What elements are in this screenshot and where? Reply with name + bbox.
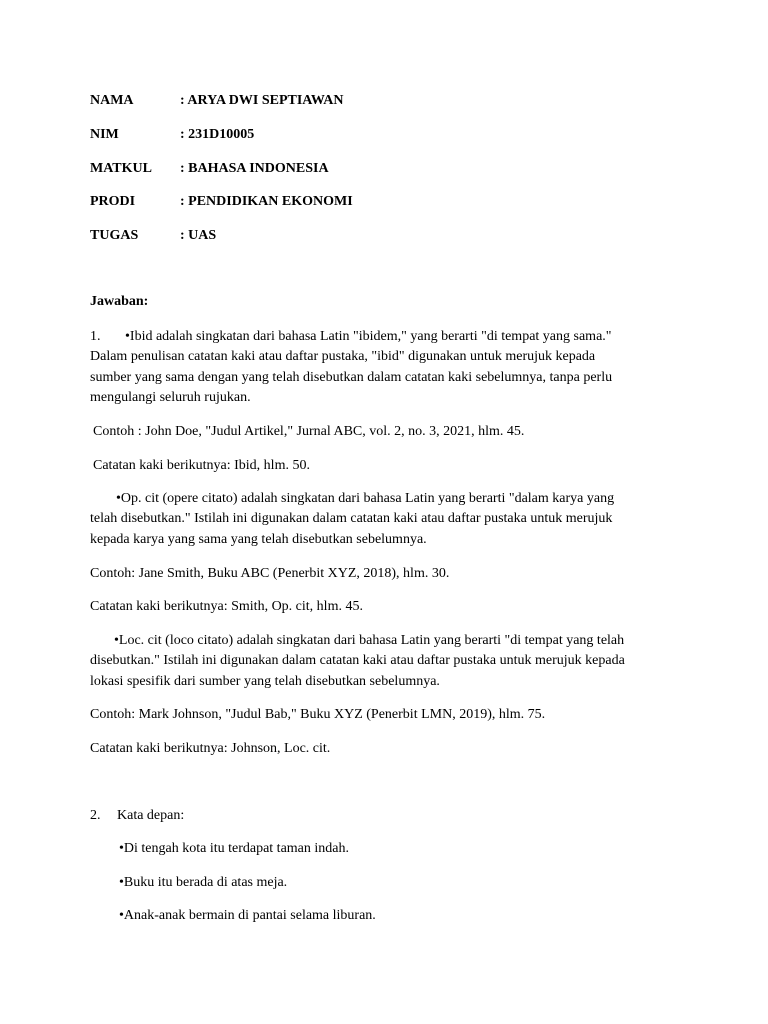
answers-heading: Jawaban:: [90, 294, 149, 309]
kata-depan-example-1: •Di tengah kota itu terdapat taman indah.: [119, 841, 349, 856]
answer-2-number: 2.: [90, 808, 101, 823]
loccit-example: Contoh: Mark Johnson, "Judul Bab," Buku XYZ (Penerbit LMN, 2019), hlm. 75.: [90, 707, 546, 722]
identity-value-prodi: : PENDIDIKAN EKONOMI: [180, 194, 353, 209]
identity-label-nim: NIM: [90, 127, 119, 142]
identity-value-nim: : 231D10005: [180, 127, 255, 142]
ibid-footnote: Catatan kaki berikutnya: Ibid, hlm. 50.: [93, 458, 310, 473]
answer-2-heading: Kata depan:: [117, 808, 185, 823]
ibid-example: Contoh : John Doe, "Judul Artikel," Jurnal ABC, vol. 2, no. 3, 2021, hlm. 45.: [93, 424, 525, 439]
kata-depan-example-2: •Buku itu berada di atas meja.: [119, 875, 288, 890]
opcit-footnote: Catatan kaki berikutnya: Smith, Op. cit, hlm. 45.: [90, 599, 363, 614]
identity-value-tugas: : UAS: [180, 228, 217, 243]
answer-1-number: 1.: [90, 329, 101, 344]
identity-label-matkul: MATKUL: [90, 161, 152, 176]
identity-label-nama: NAMA: [90, 93, 134, 108]
identity-value-matkul: : BAHASA INDONESIA: [180, 161, 329, 176]
opcit-paragraph-line-2: telah disebutkan." Istilah ini digunakan dalam catatan kaki atau daftar pustaka untuk merujuk: [90, 511, 613, 526]
identity-value-nama: : ARYA DWI SEPTIAWAN: [180, 93, 344, 108]
loccit-paragraph-line-2: disebutkan." Istilah ini digunakan dalam catatan kaki atau daftar pustaka untuk merujuk kepada: [90, 653, 625, 668]
ibid-paragraph-line-2: Dalam penulisan catatan kaki atau daftar pustaka, "ibid" digunakan untuk merujuk kepada: [90, 349, 596, 364]
kata-depan-example-3: •Anak-anak bermain di pantai selama liburan.: [119, 908, 376, 923]
identity-label-prodi: PRODI: [90, 194, 136, 209]
loccit-paragraph-line-3: lokasi spesifik dari sumber yang telah disebutkan sebelumnya.: [90, 674, 440, 689]
ibid-paragraph-line-1: •Ibid adalah singkatan dari bahasa Latin "ibidem," yang berarti "di tempat yang sama.": [125, 329, 612, 344]
identity-label-tugas: TUGAS: [90, 228, 139, 243]
loccit-paragraph-line-1: •Loc. cit (loco citato) adalah singkatan dari bahasa Latin yang berarti "di tempat yang telah: [114, 633, 625, 648]
opcit-example: Contoh: Jane Smith, Buku ABC (Penerbit XYZ, 2018), hlm. 30.: [90, 566, 450, 581]
ibid-paragraph-line-3: sumber yang sama dengan yang telah disebutkan dalam catatan kaki sebelumnya, tanpa perlu: [90, 370, 613, 385]
ibid-paragraph-line-4: mengulangi seluruh rujukan.: [90, 390, 251, 405]
opcit-paragraph-line-1: •Op. cit (opere citato) adalah singkatan dari bahasa Latin yang berarti "dalam karya yang: [116, 491, 615, 506]
opcit-paragraph-line-3: kepada karya yang sama yang telah disebutkan sebelumnya.: [90, 532, 427, 547]
loccit-footnote: Catatan kaki berikutnya: Johnson, Loc. cit.: [90, 741, 331, 756]
